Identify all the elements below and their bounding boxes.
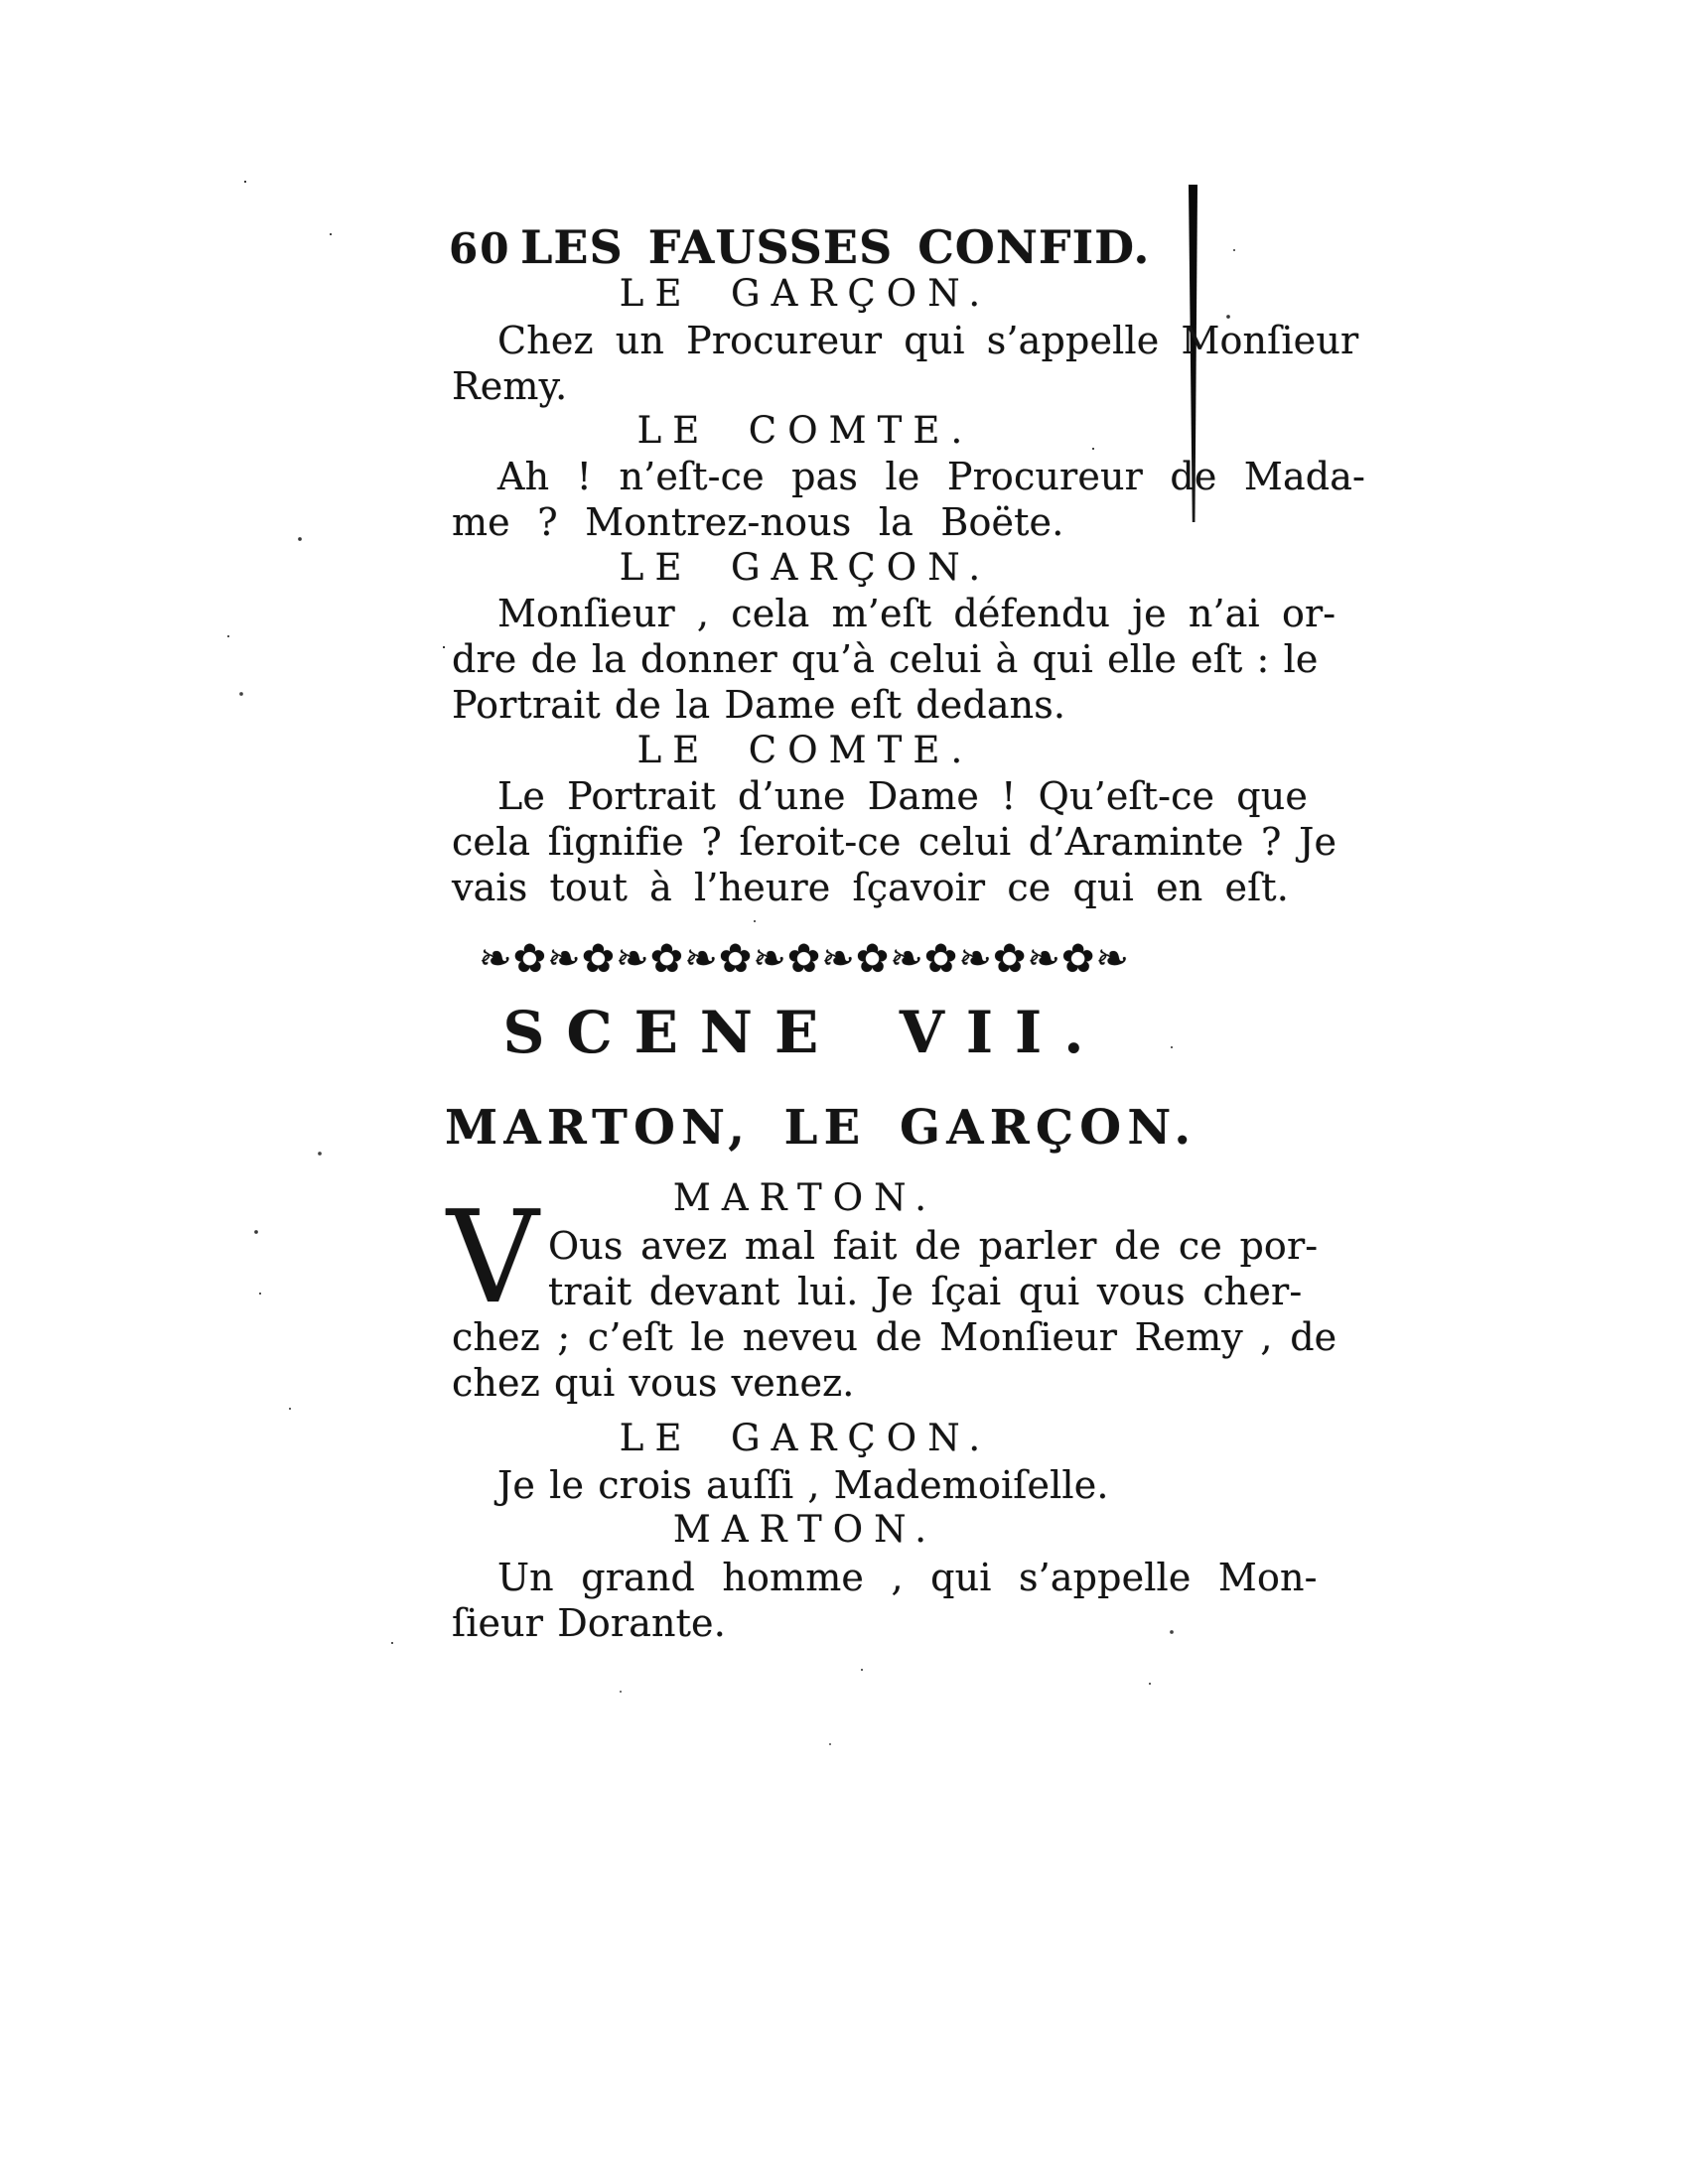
speaker-heading: MARTON. <box>672 1508 938 1551</box>
speaker-heading: MARTON. <box>672 1176 938 1219</box>
drop-cap: V <box>447 1184 539 1332</box>
dialogue-line: Portrait de la Dame eſt dedans. <box>452 683 1066 727</box>
speaker-heading: LE GARÇON. <box>619 1417 992 1459</box>
dialogue-line: cela ſignifie ? ſeroit-ce celui d’Araminte ? Je <box>452 820 1337 864</box>
speaker-heading: LE GARÇON. <box>619 546 992 589</box>
dialogue-line: Ous avez mal fait de parler de ce por- <box>548 1224 1319 1268</box>
characters-heading: MARTON, LE GARÇON. <box>445 1100 1197 1156</box>
dialogue-line: Le Portrait d’une Dame ! Qu’eſt-ce que <box>497 774 1309 818</box>
page-header <box>449 220 1160 274</box>
ornament-band: ❧✿❧✿❧✿❧✿❧✿❧✿❧✿❧✿❧✿❧ <box>479 936 1130 982</box>
speaker-heading: LE COMTE. <box>636 409 974 452</box>
scene-heading: SCENE VII. <box>502 999 1106 1066</box>
dialogue-line: trait devant lui. Je ſçai qui vous cher- <box>548 1270 1303 1313</box>
dialogue-line: vais tout à l’heure ſçavoir ce qui en eſt. <box>452 866 1289 909</box>
dialogue-line: Monſieur , cela m’eſt défendu je n’ai or- <box>497 592 1336 635</box>
dialogue-line: Ah ! n’eſt-ce pas le Procureur de Mada- <box>497 455 1366 498</box>
dialogue-line: chez ; c’eſt le neveu de Monſieur Remy , de <box>452 1315 1337 1359</box>
dialogue-line: Je le crois auſſi , Mademoiſelle. <box>497 1463 1109 1507</box>
speaker-heading: LE GARÇON. <box>619 272 992 315</box>
dialogue-line: Remy. <box>452 364 568 408</box>
running-title: LES FAUSSES CONFID. <box>520 220 1151 274</box>
dialogue-line: dre de la donner qu’à celui à qui elle eſt : le <box>452 637 1319 681</box>
dialogue-line: me ? Montrez-nous la Boëte. <box>452 500 1064 544</box>
dialogue-line: Un grand homme , qui s’appelle Mon- <box>497 1556 1318 1599</box>
dialogue-line: chez qui vous venez. <box>452 1361 855 1405</box>
page-number: 60 <box>449 224 511 273</box>
speaker-heading: LE COMTE. <box>636 729 974 771</box>
dialogue-line: Chez un Procureur qui s’appelle Monſieur <box>497 319 1359 362</box>
dialogue-line: ſieur Dorante. <box>452 1601 726 1645</box>
